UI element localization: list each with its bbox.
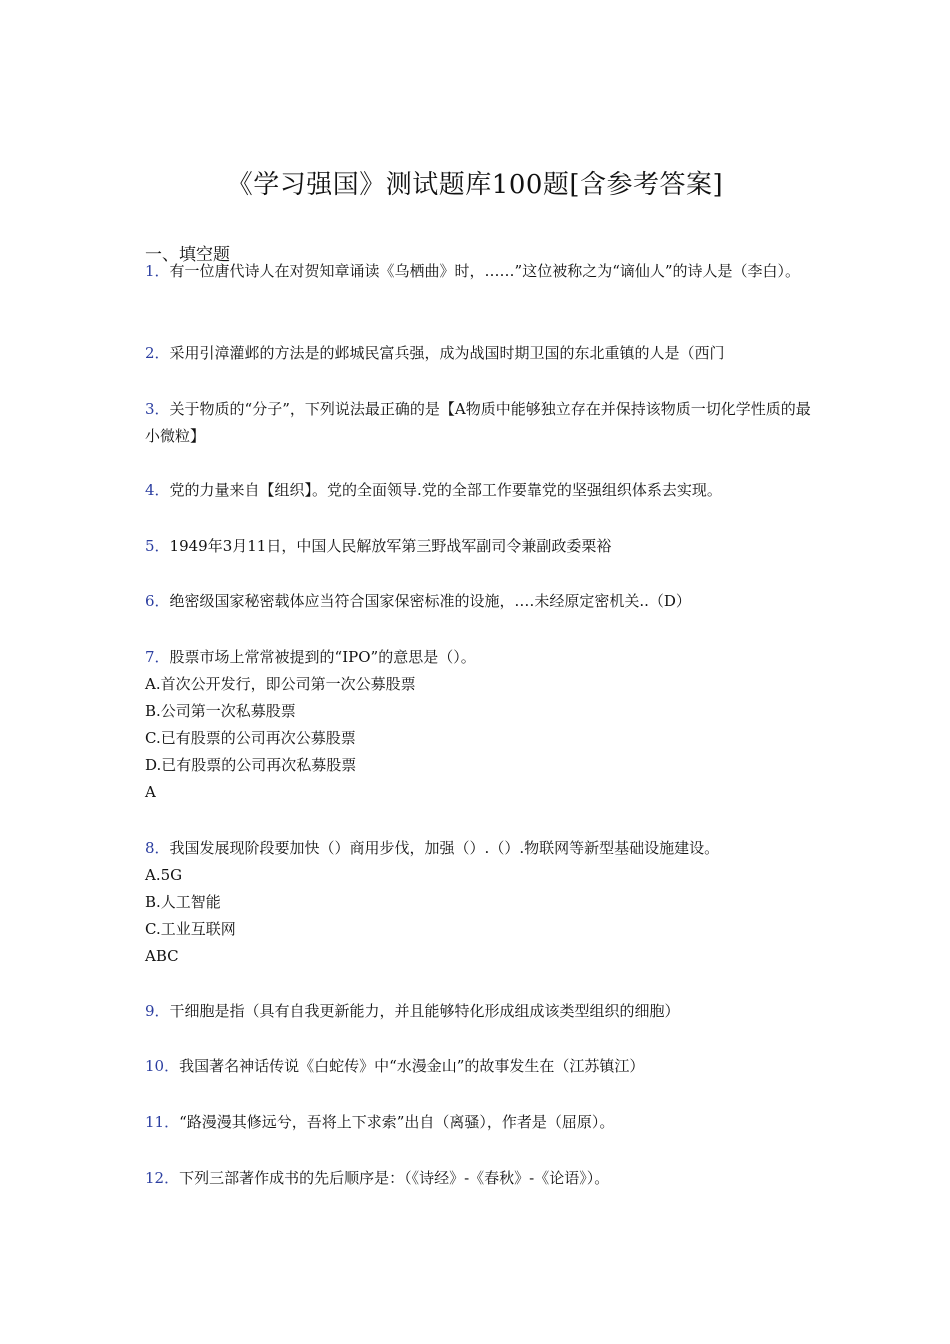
question-6 (145, 588, 815, 615)
question-8 (145, 835, 815, 970)
question-4 (145, 477, 815, 504)
option-c: C.已有股票的公司再次公募股票 (145, 729, 356, 747)
question-number: 3． (145, 400, 170, 418)
question-text: 股票市场上常常被提到的“IPO”的意思是（）。 (169, 648, 476, 666)
section-heading: 一、填空题 (145, 245, 230, 265)
question-number: 2． (145, 344, 170, 362)
question-9 (145, 998, 815, 1025)
question-text: 关于物质的“分子”，下列说法最正确的是【A物质中能够独立存在并保持该物质一切化学性质的最小微粒】 (145, 400, 811, 445)
question-text: 干细胞是指（具有自我更新能力，并且能够特化形成组成该类型组织的细胞） (169, 1002, 680, 1020)
question-1 (145, 258, 815, 285)
question-5 (145, 533, 815, 560)
question-number: 10． (145, 1057, 180, 1075)
question-number: 11． (145, 1113, 180, 1131)
question-text: “路漫漫其修远兮，吾将上下求索”出自（离骚），作者是（屈原）。 (179, 1113, 615, 1131)
answer: ABC (145, 947, 179, 965)
question-text: 有一位唐代诗人在对贺知章诵读《乌栖曲》时，……”这位被称之为“谪仙人”的诗人是（李白）。 (169, 262, 801, 280)
question-number: 5． (145, 537, 170, 555)
question-12 (145, 1165, 815, 1192)
question-text: 下列三部著作成书的先后顺序是：（《诗经》-《春秋》-《论语》）。 (179, 1169, 610, 1187)
question-text: 我国著名神话传说《白蛇传》中“水漫金山”的故事发生在（江苏镇江） (179, 1057, 645, 1075)
question-7 (145, 644, 815, 806)
question-text: 1949年3月11日，中国人民解放军第三野战军副司令兼副政委栗裕 (169, 537, 612, 555)
question-11 (145, 1109, 815, 1136)
question-10 (145, 1053, 815, 1080)
question-number: 4． (145, 481, 170, 499)
question-number: 8． (145, 839, 170, 857)
option-a: A.首次公开发行，即公司第一次公募股票 (145, 675, 416, 693)
document-title: 《学习强国》测试题库100题[含参考答案] (226, 170, 724, 200)
option-c: C.工业互联网 (145, 920, 236, 938)
question-text: 我国发展现阶段要加快（）商用步伐，加强（）.（）.物联网等新型基础设施建设。 (169, 839, 720, 857)
question-3 (145, 396, 815, 450)
option-b: B.人工智能 (145, 893, 221, 911)
question-number: 12． (145, 1169, 180, 1187)
question-number: 9． (145, 1002, 170, 1020)
question-text: 绝密级国家秘密载体应当符合国家保密标准的设施，.…未经原定密机关..（D） (169, 592, 691, 610)
answer: A (145, 783, 156, 801)
option-a: A.5G (145, 866, 183, 884)
question-number: 6． (145, 592, 170, 610)
option-b: B.公司第一次私募股票 (145, 702, 296, 720)
question-2 (145, 340, 815, 367)
question-number: 7． (145, 648, 170, 666)
question-number: 1． (145, 262, 170, 280)
option-d: D.已有股票的公司再次私募股票 (145, 756, 357, 774)
question-text: 采用引漳灌邺的方法是的邺城民富兵强，成为战国时期卫国的东北重镇的人是（西门 (169, 344, 725, 362)
question-text: 党的力量来自【组织】。党的全面领导.党的全部工作要靠党的坚强组织体系去实现。 (169, 481, 722, 499)
